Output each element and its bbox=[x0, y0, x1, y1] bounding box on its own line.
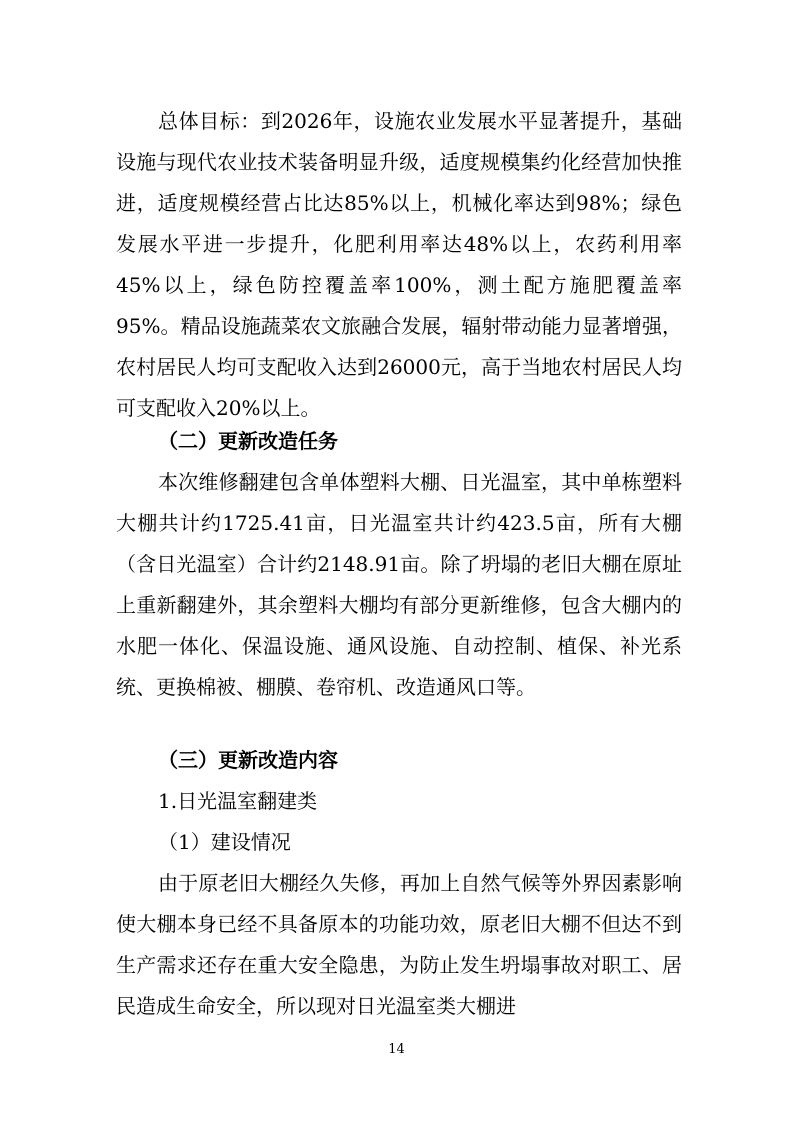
page-number: 14 bbox=[388, 1042, 405, 1057]
subheading-solar-greenhouse: 1.日光温室翻建类 bbox=[158, 789, 318, 813]
paragraph-construction-status: 由于原老旧大棚经久失修，再加上自然气候等外界因素影响使大棚本身已经不具备原本的功能功效，原老旧大棚不但达不到生产需求还存在重大安全隐患，为防止发生坍塌事故对职工、居民造成生命安全，所以现对日光温室类大棚进 bbox=[116, 871, 682, 1018]
paragraph-update-tasks: 本次维修翻建包含单体塑料大棚、日光温室，其中单栋塑料大棚共计约1725.41亩，日光温室共计约423.5亩，所有大棚（含日光温室）合计约2148.91亩。除了坍塌的老旧大棚在原址上重新翻建外，其余塑料大棚均有部分更新维修，包含大棚内的水肥一体化、保温设施、通风设施、自动控制、植保、补光系统、更换棉被、棚膜、卷帘机、改造通风口等。 bbox=[116, 470, 682, 699]
subheading-construction-status: （1）建设情况 bbox=[158, 830, 291, 854]
heading-update-content: （三）更新改造内容 bbox=[158, 748, 338, 772]
paragraph-overall-goal: 总体目标：到2026年，设施农业发展水平显著提升，基础设施与现代农业技术装备明显升级，适度规模集约化经营加快推进，适度规模经营占比达85%以上，机械化率达到98%；绿色发展水平进一步提升，化肥利用率达48%以上，农药利用率45%以上，绿色防控覆盖率100%，测土配方施肥覆盖率95%。精品设施蔬菜农文旅融合发展，辐射带动能力显著增强，农村居民人均可支配收入达到26000元，高于当地农村居民人均可支配收入20%以上。 bbox=[116, 109, 682, 420]
heading-update-tasks: （二）更新改造任务 bbox=[158, 429, 338, 453]
